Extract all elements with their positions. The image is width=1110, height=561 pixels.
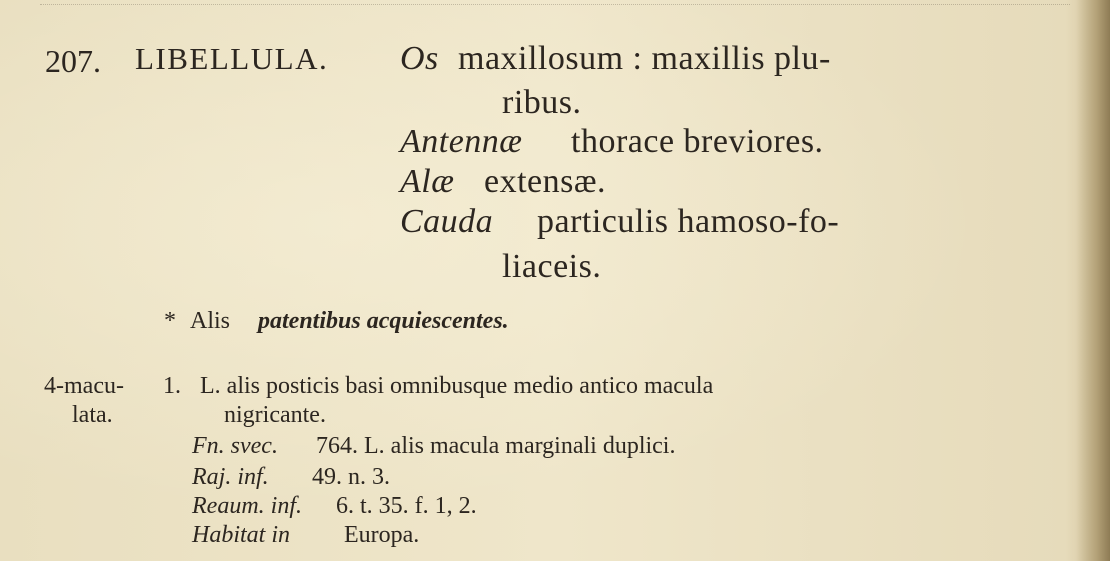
species-number: 1.	[163, 373, 181, 399]
character-text-os-cont: ribus.	[502, 84, 582, 121]
ref-fauna-svecica-title: Fn. svec.	[192, 433, 278, 459]
species-description-cont: nigricante.	[224, 402, 326, 428]
character-text-alae: extensæ.	[484, 163, 607, 200]
section-heading-roman: Alis	[190, 308, 231, 334]
habitat-label: Habitat in	[192, 522, 291, 548]
ref-reaumur-text: 6. t. 35. f. 1, 2.	[336, 493, 477, 519]
character-label-antennae: Antennæ	[400, 123, 523, 160]
habitat-text: Europa.	[344, 522, 420, 548]
species-margin-name-cont: lata.	[72, 402, 113, 428]
character-label-cauda: Cauda	[400, 203, 494, 240]
section-heading-italic: patentibus acquiescentes.	[258, 308, 509, 334]
ref-reaumur-title: Reaum. inf.	[192, 493, 302, 519]
ref-ray-title: Raj. inf.	[192, 464, 269, 490]
character-text-os: maxillosum : maxillis plu-	[458, 40, 831, 77]
page-gutter	[1076, 0, 1110, 561]
character-text-antennae: thorace breviores.	[571, 123, 824, 160]
character-label-os: Os	[400, 40, 439, 77]
species-margin-name: 4-macu-	[44, 373, 124, 399]
section-star: *	[164, 308, 176, 334]
character-text-cauda-cont: liaceis.	[502, 248, 602, 285]
character-label-alae: Alæ	[400, 163, 455, 200]
character-text-cauda: particulis hamoso-fo-	[537, 203, 840, 240]
genus-number: 207.	[45, 43, 101, 79]
top-edge-text-remnant	[40, 0, 1070, 5]
ref-fauna-svecica-text: 764. L. alis macula marginali duplici.	[316, 433, 676, 459]
ref-ray-text: 49. n. 3.	[312, 464, 390, 490]
species-description: L. alis posticis basi omnibusque medio antico macula	[200, 373, 714, 399]
genus-name: LIBELLULA.	[135, 41, 329, 76]
